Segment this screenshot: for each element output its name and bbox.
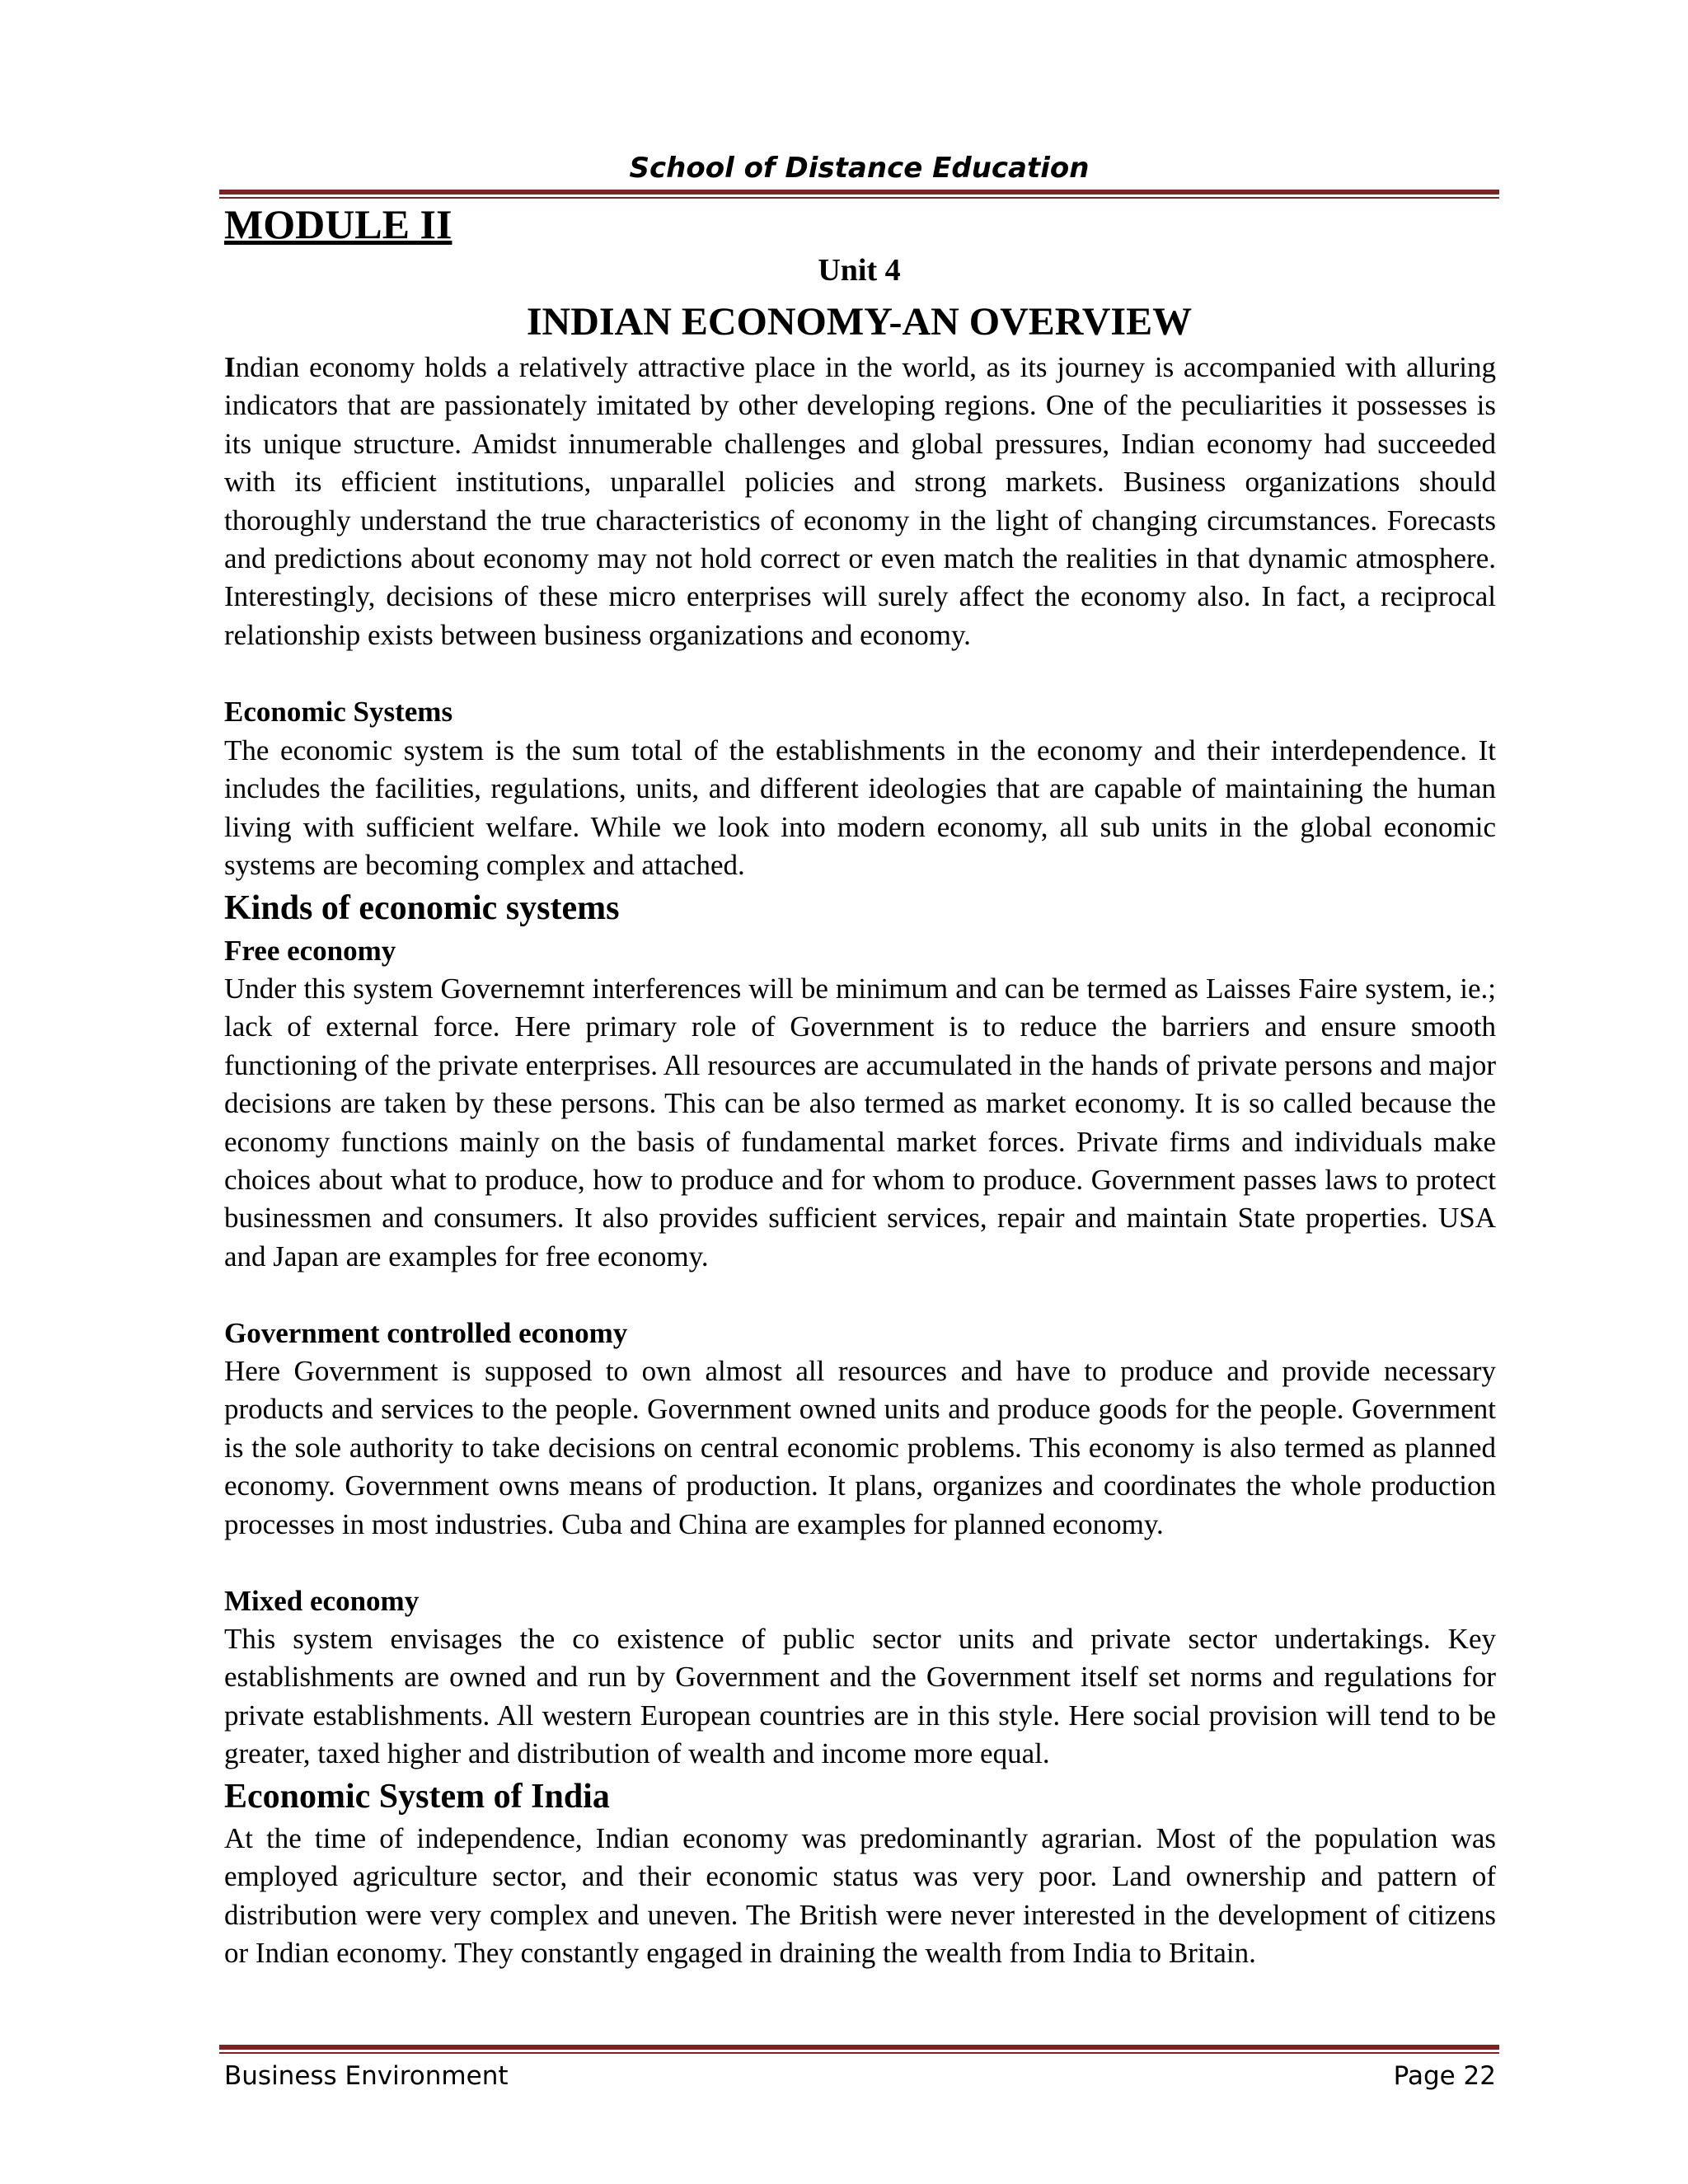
economic-systems-heading: Economic Systems xyxy=(224,696,453,728)
running-header: School of Distance Education xyxy=(629,152,1090,185)
india-heading: Economic System of India xyxy=(224,1778,610,1816)
page-number: Page 22 xyxy=(1393,2061,1496,2091)
intro-text: ndian economy holds a relatively attractive place in the world, as its journey is accompanied with alluring indicators that are passionately imitated by other developing regions. One of the peculiarities it possesses is its unique structure. Amidst innumerable challenges and global pressures, Indian economy had succeeded with its efficient institutions, unparallel policies and strong markets. Business organizations should thoroughly understand the true characteristics of economy in the light of changing circumstances. Forecasts and predictions about economy may not hold correct or even match the realities in that dynamic atmosphere. Interestingly, decisions of these micro enterprises will surely affect the economy also. In fact, a reciprocal relationship exists between business organizations and economy. xyxy=(224,351,1496,651)
intro-dropcap: I xyxy=(224,351,236,383)
mixed-economy-paragraph: This system envisages the co existence of public sector units and private sector undertakings. Key establishments are owned and run by Government and the Government itself set norms and regulations for private establishments. All western European countries are in this style. Here social provision will tend to be greater, taxed higher and distribution of wealth and income more equal. xyxy=(224,1623,1496,1770)
india-paragraph: At the time of independence, Indian economy was predominantly agrarian. Most of the population was employed agriculture sector, and their economic status was very poor. Land ownership and pattern of distribution were very complex and uneven. The British were never interested in the development of citizens or Indian economy. They constantly engaged in draining the wealth from India to Britain. xyxy=(224,1822,1496,1970)
unit-heading: Unit 4 xyxy=(818,253,901,288)
footer-rule xyxy=(219,2045,1499,2054)
footer-course-title: Business Environment xyxy=(224,2061,509,2091)
document-page xyxy=(223,0,1496,2184)
module-heading: MODULE II xyxy=(224,201,452,247)
economic-systems-paragraph: The economic system is the sum total of the establishments in the economy and their interdependence. It includes the facilities, regulations, units, and different ideologies that are capable of maintaining the human living with sufficient welfare. While we look into modern economy, all sub units in the global economic systems are becoming complex and attached. xyxy=(224,734,1496,882)
header-rule xyxy=(219,190,1499,199)
free-economy-paragraph: Under this system Governemnt interferences will be minimum and can be termed as Laisses Faire system, ie.; lack of external force. Here primary role of Government is to reduce the barriers and ensure smooth functioning of the private enterprises. All resources are accumulated in the hands of private persons and major decisions are taken by these persons. This can be also termed as market economy. It is so called because the economy functions mainly on the basis of fundamental market forces. Private firms and individuals make choices about what to produce, how to produce and for whom to produce. Government passes laws to protect businessmen and consumers. It also provides sufficient services, repair and maintain State properties. USA and Japan are examples for free economy. xyxy=(224,972,1496,1272)
kinds-heading: Kinds of economic systems xyxy=(224,889,620,927)
intro-paragraph xyxy=(224,349,1496,654)
free-economy-heading: Free economy xyxy=(224,935,396,967)
government-economy-heading: Government controlled economy xyxy=(224,1317,628,1349)
government-economy-paragraph: Here Government is supposed to own almost all resources and have to produce and provide necessary products and services to the people. Government owned units and produce goods for the people. Government is the sole authority to take decisions on central economic problems. This economy is also termed as planned economy. Government owns means of production. It plans, organizes and coordinates the whole production processes in most industries. Cuba and China are examples for planned economy. xyxy=(224,1355,1496,1540)
mixed-economy-heading: Mixed economy xyxy=(224,1585,420,1617)
page-title: INDIAN ECONOMY-AN OVERVIEW xyxy=(526,300,1193,344)
